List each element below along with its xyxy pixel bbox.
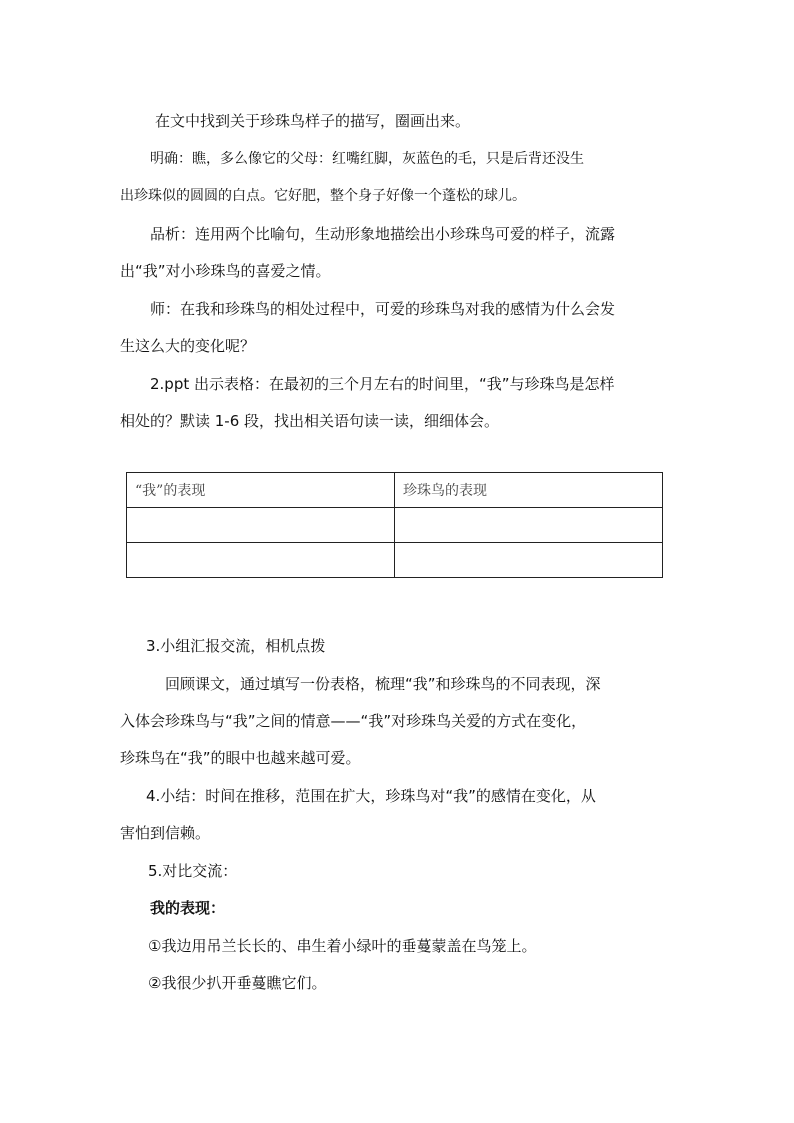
instruction-paragraph: 在文中找到关于珍珠鸟样子的描写，圈画出来。 [155,112,471,130]
table-header-cell: 珍珠鸟的表现 [395,473,663,508]
table-row [127,508,663,543]
analysis-line-1: 品析：连用两个比喻句，生动形象地描绘出小珍珠鸟可爱的样子，流露 [150,225,616,243]
table-cell [395,543,663,578]
review-line-3: 珍珠鸟在“我”的眼中也越来越可爱。 [120,749,361,767]
step-5-heading: 5.对比交流： [148,862,238,880]
teacher-question-line-2: 生这么大的变化呢？ [120,337,256,355]
teacher-question-line-1: 师：在我和珍珠鸟的相处过程中，可爱的珍珠鸟对我的感情为什么会发 [150,300,616,318]
comparison-table [126,472,663,578]
step-2-line-2: 相处的？默读 1-6 段，找出相关语句读一读，细细体会。 [120,412,500,430]
list-item: ②我很少扒开垂蔓瞧它们。 [148,974,327,992]
analysis-line-2: 出“我”对小珍珠鸟的喜爱之情。 [120,262,331,280]
clarification-line-2: 出珍珠似的圆圆的白点。它好肥，整个身子好像一个蓬松的球儿。 [120,188,526,204]
step-2-line-1: 2.ppt 出示表格：在最初的三个月左右的时间里，“我”与珍珠鸟是怎样 [150,375,615,393]
table-cell [127,543,395,578]
step-3-heading: 3.小组汇报交流，相机点拨 [146,637,326,655]
review-line-2: 入体会珍珠鸟与“我”之间的情意——“我”对珍珠鸟关爱的方式在变化， [120,712,587,730]
table-cell [395,508,663,543]
table-cell [127,508,395,543]
review-line-1: 回顾课文，通过填写一份表格，梳理“我”和珍珠鸟的不同表现，深 [165,675,601,693]
summary-line-2: 害怕到信赖。 [120,824,211,842]
clarification-line-1: 明确：瞧，多么像它的父母：红嘴红脚，灰蓝色的毛，只是后背还没生 [150,151,584,167]
table-header-row [127,473,663,508]
summary-line-1: 4.小结：时间在推移，范围在扩大，珍珠鸟对“我”的感情在变化，从 [146,787,596,805]
table-row [127,543,663,578]
my-behavior-heading: 我的表现： [150,899,226,917]
table-header-cell: “我”的表现 [127,473,395,508]
list-item: ①我边用吊兰长长的、串生着小绿叶的垂蔓蒙盖在鸟笼上。 [148,937,537,955]
